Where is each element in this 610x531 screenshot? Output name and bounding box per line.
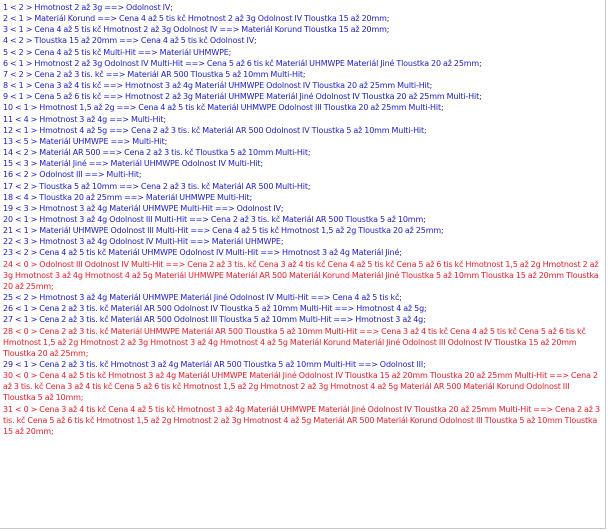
- rule-line: 23 < 2 > Cena 4 až 5 tis kč Materiál UHMWPE Odolnost IV Multi-Hit ==> Hmotnost 3 až 4g Materiál Jiné;: [3, 248, 402, 258]
- rule-line: 25 < 2 > Hmotnost 3 až 4g Materiál UHMWPE Materiál Jiné Odolnost IV Multi-Hit ==> Cena 4 až 5 tis kč;: [3, 293, 402, 303]
- rules-list: [3, 2, 601, 437]
- rule-line: 3 < 1 > Cena 4 až 5 tis kč Hmotnost 2 až 3g Odolnost IV ==> Materiál Korund Tloustka 15 až 20mm;: [3, 25, 390, 35]
- rule-line: 8 < 1 > Cena 3 až 4 tis kč ==> Hmotnost 3 až 4g Materiál UHMWPE Odolnost IV Tloustka 20 až 25mm Multi-Hit;: [3, 81, 433, 91]
- rule-line: 4 < 2 > Tloustka 15 až 20mm ==> Cena 4 až 5 tis kč Odolnost IV;: [3, 36, 257, 46]
- rule-line: 22 < 3 > Hmotnost 3 až 4g Odolnost IV Multi-Hit ==> Materiál UHMWPE;: [3, 237, 284, 247]
- rule-line: 21 < 1 > Materiál UHMWPE Odolnost III Multi-Hit ==> Cena 4 až 5 tis kč Hmotnost 1,5 až 2g Tloustka 20 až 25mm;: [3, 226, 444, 236]
- rule-line-highlighted: 24 < 0 > Odolnost III Odolnost IV Multi-Hit ==> Cena 2 až 3 tis. kč Cena 3 až 4 tis kč Cena 4 až 5 tis kč Cena 5 až 6 tis kč Hmotnost 1,5 až 2g Hmotnost 2 až 3g Hmotnost 3 až 4g Hmotnost 4 až 5g Materiál UHMWPE Materiál AR 500 Materiál Korund Materiál Jiné Tloustka 5 až 10mm Tloustka 15 až 20mm Tloustka 20 až 25mm;: [3, 259, 599, 291]
- rule-line: 18 < 4 > Tloustka 20 až 25mm ==> Materiál UHMWPE Multi-Hit;: [3, 192, 253, 202]
- rule-line: 27 < 1 > Cena 2 až 3 tis. kč Materiál AR 500 Odolnost III Tloustka 5 až 10mm Multi-Hit ==> Hmotnost 3 až 4g;: [3, 315, 426, 325]
- rule-line: 19 < 3 > Hmotnost 3 až 4g Materiál UHMWPE Multi-Hit ==> Odolnost IV;: [3, 203, 284, 213]
- rule-line: 26 < 1 > Cena 2 až 3 tis. kč Materiál AR 500 Odolnost IV Tloustka 5 až 10mm Multi-Hit ==> Hmotnost 4 až 5g;: [3, 304, 427, 314]
- rule-line: 11 < 4 > Hmotnost 3 až 4g ==> Multi-Hit;: [3, 114, 166, 124]
- rule-line: 10 < 1 > Hmotnost 1,5 až 2g ==> Cena 4 až 5 tis kč Materiál UHMWPE Odolnost III Tloustka 20 až 25mm Multi-Hit;: [3, 103, 444, 113]
- rule-line: 1 < 2 > Hmotnost 2 až 3g ==> Odolnost IV;: [3, 3, 173, 12]
- rule-line: 29 < 1 > Cena 2 až 3 tis. kč Hmotnost 3 až 4g Materiál AR 500 Tloustka 5 až 10mm Multi-Hit ==> Odolnost III;: [3, 360, 426, 369]
- rule-line: 16 < 2 > Odolnost III ==> Multi-Hit;: [3, 170, 142, 180]
- rule-line: 12 < 1 > Hmotnost 4 až 5g ==> Cena 2 až 3 tis. kč Materiál AR 500 Odolnost IV Tloustka 5 až 10mm Multi-Hit;: [3, 125, 427, 135]
- rule-line: 2 < 1 > Materiál Korund ==> Cena 4 až 5 tis kč Hmotnost 2 až 3g Odolnost IV Tloustka 15 až 20mm;: [3, 14, 390, 24]
- rule-line: 20 < 1 > Hmotnost 3 až 4g Odolnost III Multi-Hit ==> Cena 2 až 3 tis. kč Materiál AR 500 Tloustka 5 až 10mm;: [3, 214, 426, 224]
- rule-line-highlighted: 30 < 0 > Cena 4 až 5 tis kč Hmotnost 3 až 4g Materiál UHMWPE Materiál Jiné Odolnost IV Tloustka 15 až 20mm Tloustka 20 až 25mm Multi-Hit ==> Cena 2 až 3 tis. kč Cena 3 až 4 tis kč Cena 5 až 6 tis kč Hmotnost 1,5 až 2g Hmotnost 2 až 3g Hmotnost 4 až 5g Materiál AR 500 Materiál Korund Odolnost III Tloustka 5 až 10mm;: [3, 371, 598, 403]
- rule-line: 6 < 1 > Hmotnost 2 až 3g Odolnost IV Multi-Hit ==> Cena 5 až 6 tis kč Materiál UHMWPE Materiál Jiné Tloustka 20 až 25mm;: [3, 58, 482, 68]
- rule-line: 17 < 2 > Tloustka 5 až 10mm ==> Cena 2 až 3 tis. kč Materiál AR 500 Multi-Hit;: [3, 181, 311, 191]
- rule-line-highlighted: 31 < 0 > Cena 3 až 4 tis kč Cena 4 až 5 tis kč Hmotnost 3 až 4g Materiál UHMWPE Materiál Jiné Odolnost IV Tloustka 20 až 25mm Multi-Hit ==> Cena 2 až 3 tis. kč Cena 5 až 6 tis kč Hmotnost 1,5 až 2g Hmotnost 2 až 3g Hmotnost 4 až 5g Materiál AR 500 Materiál Korund Odolnost III Tloustka 5 až 10mm Tloustka 15 až 20mm;: [3, 404, 600, 436]
- rule-line: 15 < 3 > Materiál Jiné ==> Materiál UHMWPE Odolnost IV Multi-Hit;: [3, 159, 263, 169]
- rule-line-highlighted: 28 < 0 > Cena 2 až 3 tis. kč Materiál UHMWPE Materiál AR 500 Tloustka 5 až 10mm Multi-Hit ==> Cena 3 až 4 tis kč Cena 4 až 5 tis kč Cena 5 až 6 tis kč Hmotnost 1,5 až 2g Hmotnost 2 až 3g Hmotnost 3 až 4g Hmotnost 4 až 5g Materiál Korund Materiál Jiné Odolnost III Odolnost IV Tloustka 15 až 20mm Tloustka 20 až 25mm;: [3, 326, 586, 358]
- rule-line: 14 < 2 > Materiál AR 500 ==> Cena 2 až 3 tis. kč Tloustka 5 až 10mm Multi-Hit;: [3, 148, 311, 158]
- rule-line: 13 < 5 > Materiál UHMWPE ==> Multi-Hit;: [3, 136, 168, 146]
- rule-line: 9 < 1 > Cena 5 až 6 tis kč ==> Hmotnost 2 až 3g Materiál UHMWPE Materiál Jiné Odolnost IV Tloustka 20 až 25mm Multi-Hit;: [3, 92, 482, 102]
- rule-line: 7 < 2 > Cena 2 až 3 tis. kč ==> Materiál AR 500 Tloustka 5 až 10mm Multi-Hit;: [3, 69, 306, 79]
- rule-line: 5 < 2 > Cena 4 až 5 tis kč Multi-Hit ==> Materiál UHMWPE;: [3, 47, 232, 57]
